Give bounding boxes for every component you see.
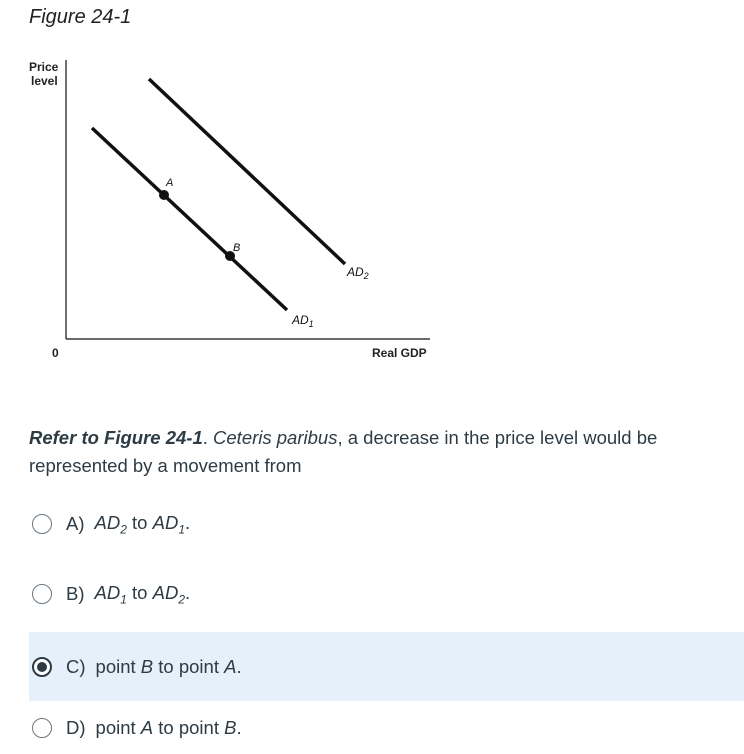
ad2-label: $AD_2$ — [347, 265, 369, 281]
answer-option-d[interactable] — [29, 701, 744, 754]
option-text: point A to point B. — [95, 716, 242, 738]
point-b-label: B — [233, 242, 241, 254]
x-axis-label: Real GDP — [372, 346, 427, 360]
ad1-curve — [92, 128, 287, 310]
option-text: $AD_1$ to $AD_2$. — [94, 581, 191, 607]
option-text: point B to point A. — [95, 655, 242, 677]
y-axis-label-line1: Price — [29, 60, 59, 74]
origin-label: 0 — [52, 346, 59, 360]
radio-button-a[interactable] — [32, 514, 52, 534]
point-a — [159, 190, 169, 200]
answer-option-c[interactable] — [29, 632, 744, 701]
figure-reference: Refer to Figure 24-1 — [29, 427, 203, 448]
ad2-curve — [149, 79, 345, 264]
radio-button-b[interactable] — [32, 584, 52, 604]
ceteris-paribus: Ceteris paribus — [213, 427, 338, 448]
question-text: Refer to Figure 24-1. Ceteris paribus, a decrease in the price level would be represented by a movement from — [29, 427, 658, 476]
option-letter: D) — [66, 716, 86, 738]
answer-option-a[interactable] — [29, 491, 744, 557]
figure-title: Figure 24-1 — [29, 6, 132, 28]
answer-option-b[interactable] — [29, 561, 744, 627]
option-text: $AD_2$ to $AD_1$. — [94, 511, 191, 537]
radio-button-d[interactable] — [32, 718, 52, 738]
option-letter: C) — [66, 655, 86, 677]
radio-button-c[interactable] — [32, 657, 52, 677]
y-axis-label-line2: level — [31, 74, 58, 88]
point-a-label: A — [166, 177, 174, 189]
option-letter: B) — [66, 583, 85, 604]
ad1-label: $AD_1$ — [292, 313, 314, 329]
option-letter: A) — [66, 513, 85, 534]
